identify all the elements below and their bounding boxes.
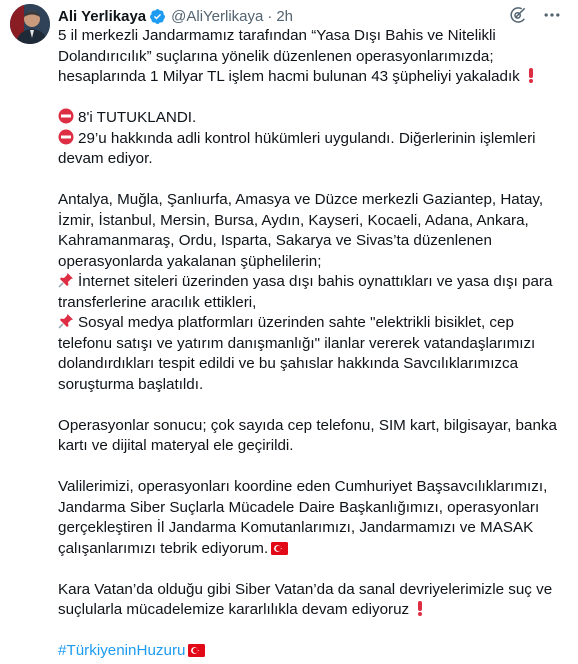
text-line: transferlerine aracılık ettikleri, [58, 293, 257, 311]
text-line: dolandırdıkları tespit edildi ve bu şahıslar hakkında Savcılıklarımızca [58, 355, 519, 372]
text-line: operasyonlarda yakalanan şüphelilerin; [58, 252, 322, 270]
verified-badge-icon [149, 8, 166, 25]
tweet-header [58, 5, 566, 27]
text-segment: çalışanlarımızı tebrik ediyorum. [58, 539, 269, 557]
text-line: Jandarma Siber Suçlarla Mücadele Daire Başkanlığımızı, operasyonları [58, 498, 540, 516]
pushpin-icon [58, 313, 74, 329]
author-name[interactable]: Ali Yerlikaya [58, 7, 147, 25]
paragraph-gap [58, 395, 564, 416]
text-line: Antalya, Muğla, Şanlıurfa, Amasya ve Düzce merkezli Gaziantep, Hatay, [58, 191, 544, 208]
red-exclamation-icon [412, 600, 428, 616]
text-segment: 29’u hakkında adli kontrol hükümleri uygulandı. Diğerlerinin işlemleri [78, 129, 536, 147]
text-line: gerçekleştiren İl Jandarma Komutanlarımızı, Jandarmamızı ve MASAK [58, 519, 534, 536]
text-line: kartı ve dijital materyal ele geçirildi. [58, 437, 294, 454]
text-line [58, 67, 564, 88]
text-line: Dolandırıcılık” suçlarına yönelik düzenlenen operasyonlarımızda; [58, 47, 494, 65]
grok-icon[interactable] [508, 5, 528, 25]
text-line [58, 313, 564, 334]
text-line: soruşturma başlatıldı. [58, 375, 204, 393]
paragraph-gap [58, 559, 564, 580]
turkey-flag-icon [188, 643, 204, 659]
pushpin-icon [58, 272, 74, 288]
text-line: Kara Vatan’da olduğu gibi Siber Vatan’da da sanal devriyelerimizle suç ve [58, 580, 553, 598]
no-entry-icon [58, 108, 74, 124]
text-line [58, 641, 564, 662]
tweet-text [58, 26, 564, 662]
text-segment: 8'i TUTUKLANDI. [78, 109, 197, 126]
text-line [58, 129, 564, 150]
text-line: 5 il merkezli Jandarmamız tarafından “Yasa Dışı Bahis ve Nitelikli [58, 27, 496, 44]
no-entry-icon [58, 129, 74, 145]
header-actions [508, 5, 562, 25]
text-line: devam ediyor. [58, 150, 153, 167]
text-line: Valilerimizi, operasyonları koordine eden Cumhuriyet Başsavcılıklarımızı, [58, 478, 548, 495]
turkey-flag-icon [271, 541, 287, 557]
red-exclamation-icon [523, 67, 539, 83]
hashtag-link[interactable]: #TürkiyeninHuzuru [58, 642, 186, 659]
paragraph-gap [58, 457, 564, 478]
text-line [58, 539, 564, 560]
separator-dot: · [267, 7, 273, 25]
text-line: Operasyonlar sonucu; çok sayıda cep telefonu, SIM kart, bilgisayar, banka [58, 416, 557, 434]
paragraph-gap [58, 88, 564, 109]
text-segment: suçlularla mücadelemize kararlılıkla devam ediyoruz [58, 601, 410, 618]
text-line: Kahramanmaraş, Ordu, Isparta, Sakarya ve Sivas’ta düzenlenen [58, 232, 492, 249]
author-handle[interactable]: @AliYerlikaya [171, 7, 264, 25]
paragraph-gap [58, 621, 564, 642]
text-line: İzmir, İstanbul, Mersin, Bursa, Aydın, Kayseri, Kocaeli, Adana, Ankara, [58, 211, 529, 229]
text-segment: Sosyal medya platformları üzerinden sahte "elektrikli bisiklet, cep [78, 314, 514, 331]
timestamp[interactable]: 2h [276, 7, 294, 25]
text-line [58, 600, 564, 621]
text-segment: İnternet siteleri üzerinden yasa dışı bahis oynattıkları ve yasa dışı para [78, 273, 553, 290]
text-line [58, 108, 564, 129]
more-icon[interactable] [542, 5, 562, 25]
text-line: telefonu satışı ve yatırım danışmanlığı" ilanlar vererek vatandaşlarımızı [58, 334, 536, 352]
text-line [58, 272, 564, 293]
paragraph-gap [58, 170, 564, 191]
text-segment: hesaplarında 1 Milyar TL işlem hacmi bulunan 43 şüpheliyi yakaladık [58, 68, 520, 85]
avatar[interactable] [10, 4, 50, 44]
